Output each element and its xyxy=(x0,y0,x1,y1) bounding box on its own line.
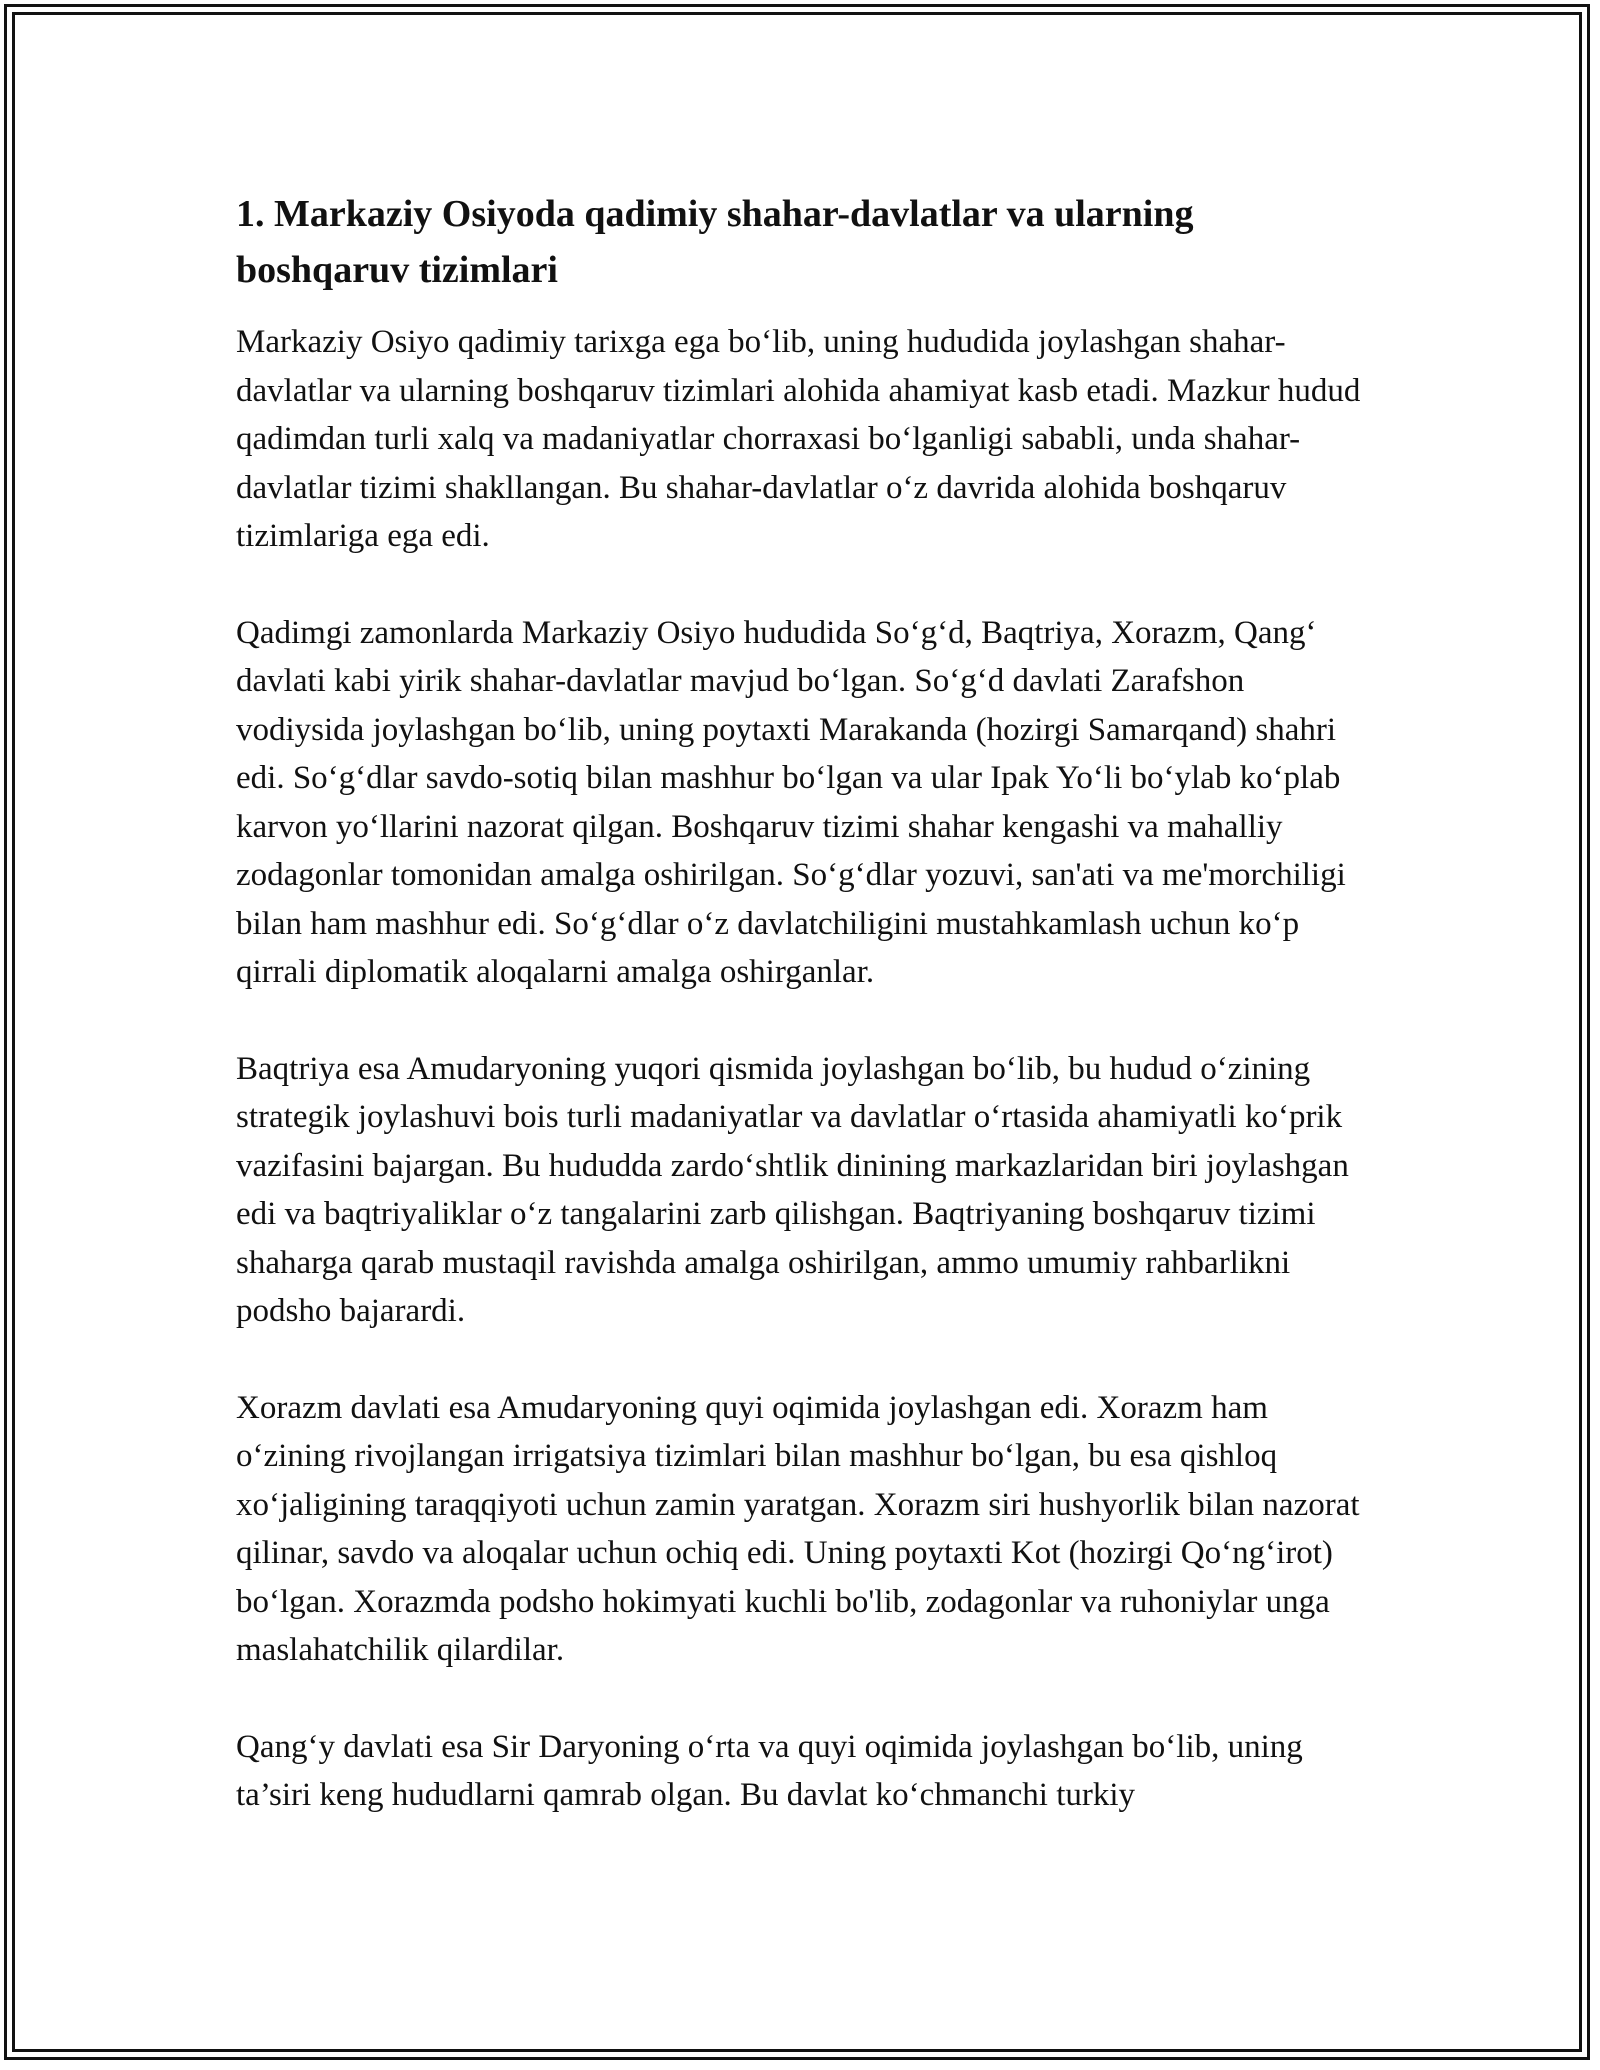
section-heading: 1. Markaziy Osiyoda qadimiy shahar-davlatlar va ularning boshqaruv tizimlari xyxy=(236,193,1194,291)
paragraph-intro: Markaziy Osiyo qadimiy tarixga ega bo‘lib, uning hududida joylashgan shahar-davlatlar va ularning boshqaruv tizimlari alohida ahamiyat kasb etadi. Mazkur hudud qadimdan turli xalq va madaniyatlar chorraxasi bo‘lganligi sababli, unda shahar-davlatlar tizimi shakllangan. Bu shahar-davlatlar o‘z davrida alohida boshqaruv tizimlariga ega edi. xyxy=(236,324,1361,554)
paragraph-baqtriya: Baqtriya esa Amudaryoning yuqori qismida joylashgan bo‘lib, bu hudud o‘zining strategik joylashuvi bois turli madaniyatlar va davlatlar o‘rtasida ahamiyatli ko‘prik vazifasini bajargan. Bu hududda zardo‘shtlik dinining markazlaridan biri joylashgan edi va baqtriyaliklar o‘z tangalarini zarb qilishgan. Baqtriyaning boshqaruv tizimi shaharga qarab mustaqil ravishda amalga oshirilgan, ammo umumiy rahbarlikni podsho bajarardi. xyxy=(236,1050,1349,1329)
paragraph-sogd: Qadimgi zamonlarda Markaziy Osiyo hududida So‘g‘d, Baqtriya, Xorazm, Qang‘ davlati kabi yirik shahar-davlatlar mavjud bo‘lgan. So‘g‘d davlati Zarafshon vodiysida joylashgan bo‘lib, uning poytaxti Marakanda (hozirgi Samarqand) shahri edi. So‘g‘dlar savdo-sotiq bilan mashhur bo‘lgan va ular Ipak Yo‘li bo‘ylab ko‘plab karvon yo‘llarini nazorat qilgan. Boshqaruv tizimi shahar kengashi va mahalliy zodagonlar tomonidan amalga oshirilgan. So‘g‘dlar yozuvi, san'ati va me'morchiligi bilan ham mashhur edi. So‘g‘dlar o‘z davlatchiligini mustahkamlash uchun ko‘p qirrali diplomatik aloqalarni amalga oshirganlar. xyxy=(236,614,1346,990)
paragraph-xorazm: Xorazm davlati esa Amudaryoning quyi oqimida joylashgan edi. Xorazm ham o‘zining rivojlangan irrigatsiya tizimlari bilan mashhur bo‘lgan, bu esa qishloq xo‘jaligining taraqqiyoti uchun zamin yaratgan. Xorazm siri hushyorlik bilan nazorat qilinar, savdo va aloqalar uchun ochiq edi. Uning poytaxti Kot (hozirgi Qo‘ng‘irot) bo‘lgan. Xorazmda podsho hokimyati kuchli bo'lib, zodagonlar va ruhoniylar unga maslahatchilik qilardilar. xyxy=(236,1389,1360,1668)
paragraph-qangy: Qang‘y davlati esa Sir Daryoning o‘rta va quyi oqimida joylashgan bo‘lib, uning ta’siri keng hududlarni qamrab olgan. Bu davlat ko‘chmanchi turkiy xyxy=(236,1728,1303,1813)
document-body xyxy=(236,186,1366,1868)
